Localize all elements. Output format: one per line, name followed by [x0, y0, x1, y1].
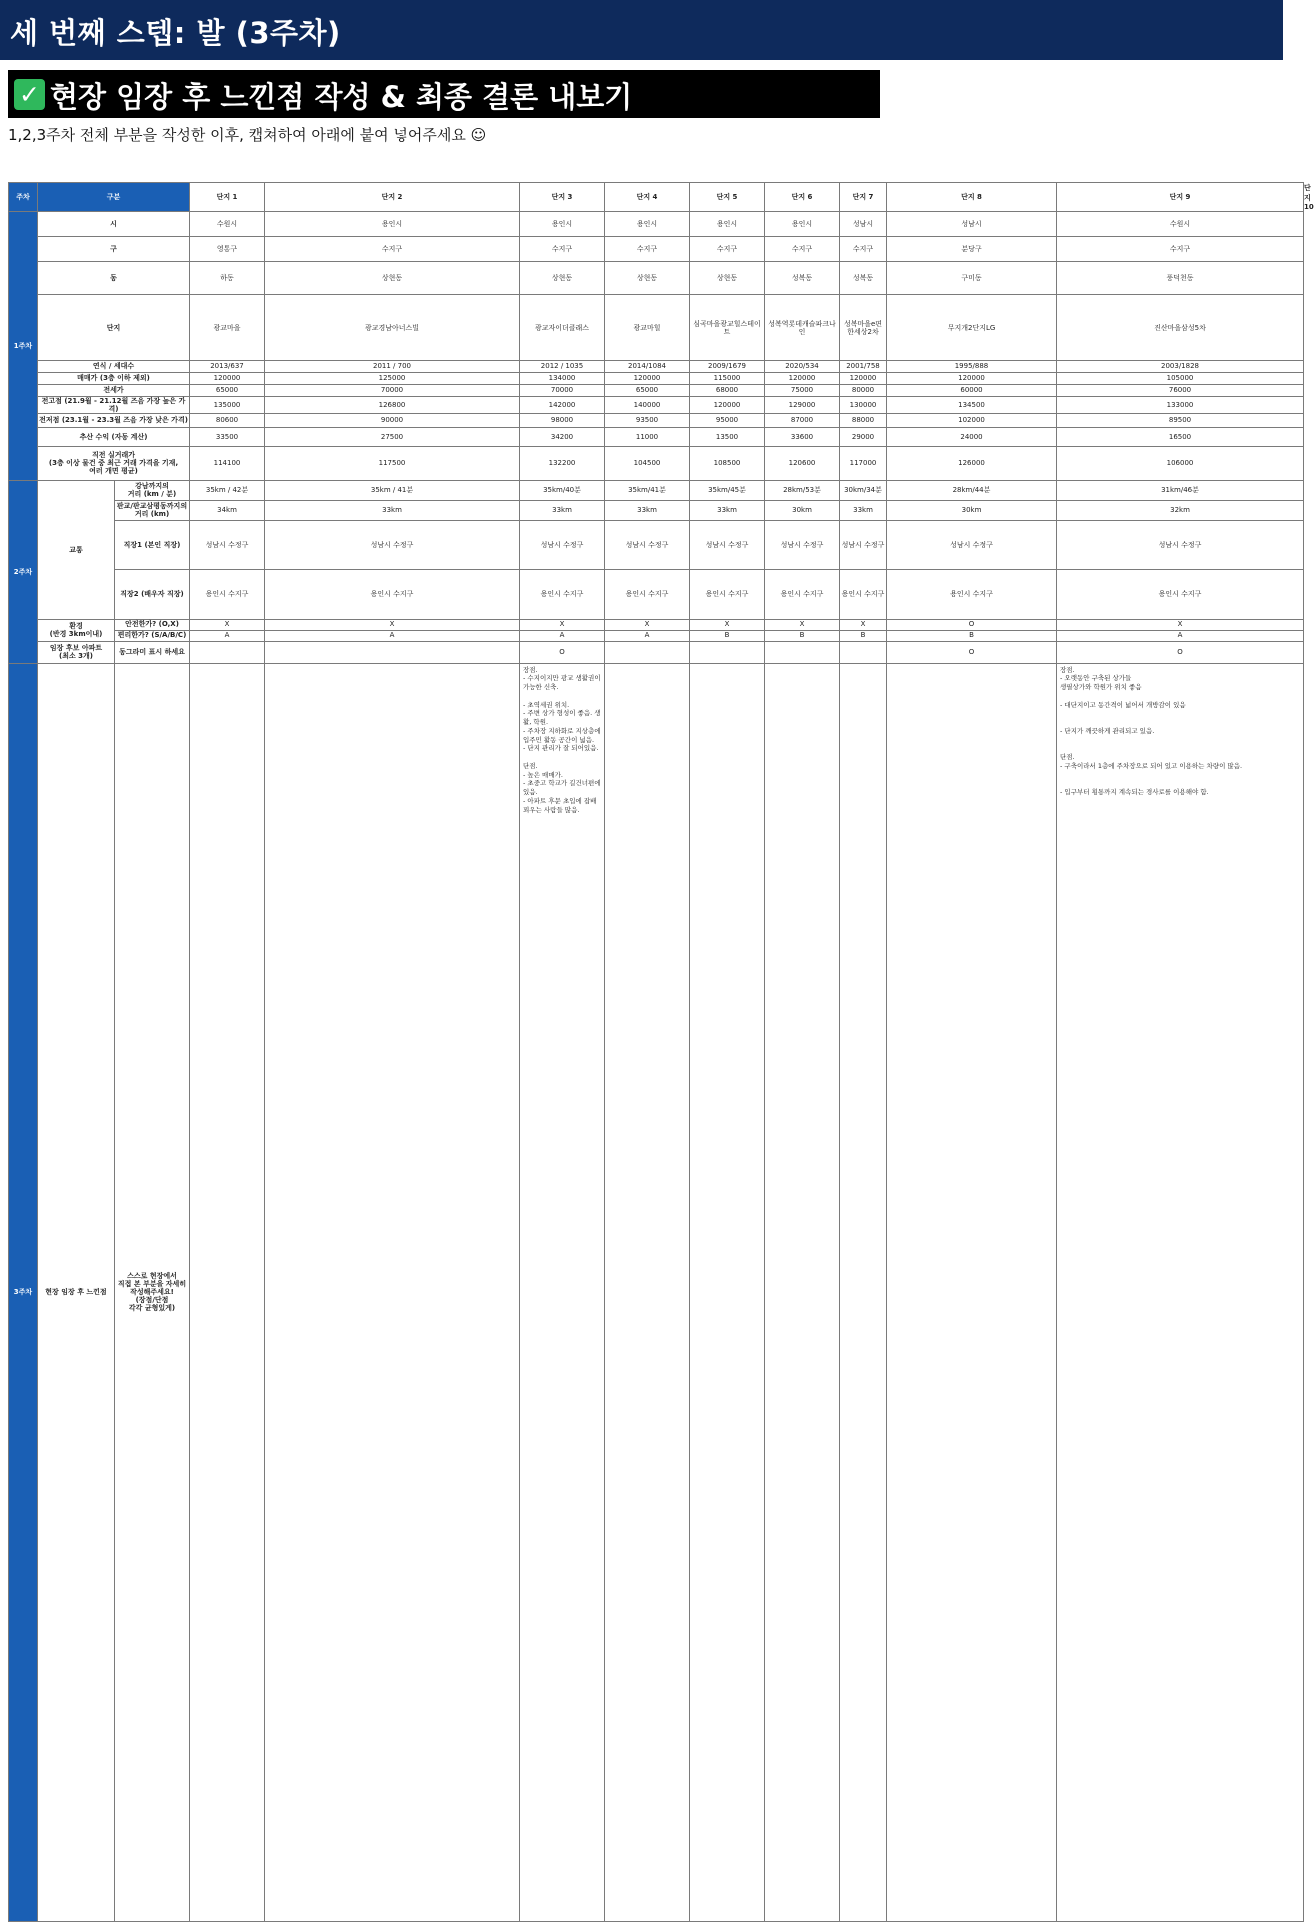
table-cell: 34km	[190, 500, 265, 520]
table-cell: 상현동	[690, 262, 765, 295]
row-label-cell: 시	[38, 212, 190, 237]
table-row	[9, 570, 1304, 619]
note-cell	[690, 663, 765, 1921]
section-title: 현장 임장 후 느낀점 작성 & 최종 결론 내보기	[50, 80, 633, 114]
table-cell: 115000	[690, 372, 765, 384]
week-label-cell: 2주차	[9, 480, 38, 663]
table-cell: O	[520, 641, 605, 663]
table-cell: 2012 / 1035	[520, 360, 605, 372]
table-header-row: 주차 구분 단지 1 단지 2 단지 3 단지 4 단지 5 단지 6 단지 7 단지 8 단지 9 단지10	[9, 183, 1304, 212]
table-cell: 108500	[690, 446, 765, 480]
table-cell: 하동	[190, 262, 265, 295]
table-cell: 120000	[605, 372, 690, 384]
table-cell: 87000	[765, 413, 840, 427]
table-cell: 무지개2단지LG	[887, 295, 1057, 360]
table-cell: 120000	[887, 372, 1057, 384]
prompt-cell: 스스로 현장에서 직접 본 부분을 자세히 작성해주세요! (장점/단점 각각 균형있게)	[115, 663, 190, 1921]
table-cell: B	[840, 630, 887, 641]
table-row	[9, 641, 1304, 663]
table-cell: 29000	[840, 427, 887, 446]
table-cell: 125000	[265, 372, 520, 384]
table-cell: 성복역롯데캐슬파크나인	[765, 295, 840, 360]
table-cell	[765, 641, 840, 663]
header-cell: 단지 7	[840, 183, 887, 212]
table-cell: 16500	[1057, 427, 1304, 446]
table-cell: 2020/534	[765, 360, 840, 372]
row-label-cell: 직전 실거래가 (3층 이상 물건 중 최근 거래 가격을 기재, 여러 개면 평균)	[38, 446, 190, 480]
table-cell: 2001/758	[840, 360, 887, 372]
group-label-cell: 환경 (반경 3km이내)	[38, 619, 115, 641]
table-cell: 70000	[265, 384, 520, 396]
table-cell: 2003/1828	[1057, 360, 1304, 372]
table-cell: 용인시	[690, 212, 765, 237]
instruction-text: 1,2,3주차 전체 부분을 작성한 이후, 캡쳐하여 아래에 붙여 넣어주세요 ☺	[8, 126, 487, 144]
table-cell: 성복동	[840, 262, 887, 295]
table-cell: 성남시 수정구	[190, 520, 265, 569]
table-cell: A	[605, 630, 690, 641]
table-cell: 30km	[887, 500, 1057, 520]
table-cell: 95000	[690, 413, 765, 427]
table-cell	[690, 641, 765, 663]
table-cell: 120000	[190, 372, 265, 384]
table-cell: 80000	[840, 384, 887, 396]
header-cell: 구분	[38, 183, 190, 212]
row-label-cell: 안전한가? (O,X)	[115, 619, 190, 630]
table-cell: 수원시	[1057, 212, 1304, 237]
row-label-cell: 전고점 (21.9월 - 21.12월 즈음 가장 높은 가격)	[38, 396, 190, 413]
table-cell: 134000	[520, 372, 605, 384]
week-label-cell: 1주차	[9, 212, 38, 481]
table-cell: X	[690, 619, 765, 630]
note-cell	[605, 663, 690, 1921]
table-cell: 성남시 수정구	[765, 520, 840, 569]
table-cell: 117000	[840, 446, 887, 480]
note-cell: 장점. - 수지이지만 광교 생활권이 가능한 신축. - 초역세권 위치. - 주변 상가 형성이 좋음. 생활, 학원. - 주차장 지하화로 지상층에 입주민 활동 공간이 넓음. - 단지 관리가 잘 되어있음. 단점. - 높은 매매가. - 초중고 학교가 길건너편에 있음. - 아파트 후문 초입에 잡배꾀우는 사람들 많음.	[520, 663, 605, 1921]
table-cell: 광교자이더클래스	[520, 295, 605, 360]
table-cell: 140000	[605, 396, 690, 413]
table-cell: A	[265, 630, 520, 641]
table-cell	[190, 641, 265, 663]
row-label-cell: 단지	[38, 295, 190, 360]
table-cell: 90000	[265, 413, 520, 427]
table-cell: 65000	[190, 384, 265, 396]
table-cell: 142000	[520, 396, 605, 413]
table-cell: A	[190, 630, 265, 641]
table-cell: 75000	[765, 384, 840, 396]
row-label-cell: 추산 수익 (자동 계산)	[38, 427, 190, 446]
table-cell: 88000	[840, 413, 887, 427]
note-cell	[765, 663, 840, 1921]
table-cell: 35km/40분	[520, 480, 605, 500]
apartment-table-container	[8, 182, 1314, 1313]
table-row	[9, 520, 1304, 569]
table-cell: 89500	[1057, 413, 1304, 427]
table-cell: X	[1057, 619, 1304, 630]
table-cell: 성남시 수정구	[887, 520, 1057, 569]
page-title: 세 번째 스텝: 발 (3주차)	[10, 16, 341, 50]
header-cell: 단지 6	[765, 183, 840, 212]
table-cell: 28km/53분	[765, 480, 840, 500]
table-row	[9, 446, 1304, 480]
table-cell: 132200	[520, 446, 605, 480]
table-cell: 65000	[605, 384, 690, 396]
table-cell: A	[520, 630, 605, 641]
table-row	[9, 295, 1304, 360]
table-cell: 33km	[265, 500, 520, 520]
table-cell: 33km	[690, 500, 765, 520]
table-cell: 용인시 수지구	[887, 570, 1057, 619]
table-cell: 98000	[520, 413, 605, 427]
table-cell: 용인시 수지구	[190, 570, 265, 619]
table-row	[9, 619, 1304, 630]
table-row	[9, 262, 1304, 295]
table-cell: 117500	[265, 446, 520, 480]
row-label-cell: 매매가 (3층 이하 제외)	[38, 372, 190, 384]
table-cell: 심곡마을광교힐스테이트	[690, 295, 765, 360]
table-cell: 용인시 수지구	[520, 570, 605, 619]
table-cell: 33500	[190, 427, 265, 446]
table-cell: 102000	[887, 413, 1057, 427]
table-cell: X	[765, 619, 840, 630]
table-cell: 수지구	[690, 237, 765, 262]
table-cell: 분당구	[887, 237, 1057, 262]
table-cell: 33600	[765, 427, 840, 446]
table-row	[9, 237, 1304, 262]
group-label-cell: 임장 후보 아파트 (최소 3개)	[38, 641, 115, 663]
table-cell: 성남시	[840, 212, 887, 237]
header-cell: 단지 2	[265, 183, 520, 212]
row-label-cell: 전세가	[38, 384, 190, 396]
table-cell: O	[1057, 641, 1304, 663]
table-cell: 33km	[605, 500, 690, 520]
table-cell: 27500	[265, 427, 520, 446]
table-cell: 용인시 수지구	[1057, 570, 1304, 619]
table-row	[9, 427, 1304, 446]
note-cell: 장점. - 오랫동안 구축된 상가들 생필상가와 학원가 위치 좋음 - 대단지이고 동간격이 넓어서 개방감이 있음 - 단지가 깨끗하게 관리되고 있음. 단점. - 구축이라서 1층에 주차장으로 되어 있고 이용하는 차량이 많음. - 입구부터 횡통까지 계속되는 경사로를 이용해야 함.	[1057, 663, 1304, 1921]
table-cell: 성남시 수정구	[265, 520, 520, 569]
table-cell: 129000	[765, 396, 840, 413]
table-cell: 영통구	[190, 237, 265, 262]
table-cell: 33km	[840, 500, 887, 520]
table-cell: 성남시	[887, 212, 1057, 237]
table-row	[9, 396, 1304, 413]
table-cell: 114100	[190, 446, 265, 480]
header-cell: 단지 3	[520, 183, 605, 212]
table-cell: O	[887, 619, 1057, 630]
row-label-cell: 연식 / 세대수	[38, 360, 190, 372]
table-cell: 성남시 수정구	[1057, 520, 1304, 569]
row-label-cell: 강남까지의 거리 (km / 분)	[115, 480, 190, 500]
table-cell: 용인시 수지구	[605, 570, 690, 619]
row-label-cell: 편리한가? (S/A/B/C)	[115, 630, 190, 641]
table-cell: 126000	[887, 446, 1057, 480]
table-cell: 68000	[690, 384, 765, 396]
table-cell: 2011 / 700	[265, 360, 520, 372]
table-cell: 용인시 수지구	[265, 570, 520, 619]
table-cell: 상현동	[520, 262, 605, 295]
table-cell: 11000	[605, 427, 690, 446]
week-label-cell: 3주차	[9, 663, 38, 1921]
header-cell: 단지 4	[605, 183, 690, 212]
table-cell: 133000	[1057, 396, 1304, 413]
table-cell: 134500	[887, 396, 1057, 413]
row-label-cell: 동그라미 표시 하세요	[115, 641, 190, 663]
table-cell: 수지구	[765, 237, 840, 262]
table-cell: 76000	[1057, 384, 1304, 396]
table-row	[9, 500, 1304, 520]
table-cell: 35km / 42분	[190, 480, 265, 500]
table-row	[9, 384, 1304, 396]
table-cell: 광교경남아너스빌	[265, 295, 520, 360]
table-cell: 용인시 수지구	[840, 570, 887, 619]
table-cell: 2014/1084	[605, 360, 690, 372]
table-cell: 126800	[265, 396, 520, 413]
table-cell: 13500	[690, 427, 765, 446]
table-cell: 수원시	[190, 212, 265, 237]
table-cell: 28km/44분	[887, 480, 1057, 500]
apartment-comparison-table	[8, 182, 1314, 1922]
table-body	[9, 212, 1304, 1922]
table-cell: 30km	[765, 500, 840, 520]
table-cell: 성남시 수정구	[690, 520, 765, 569]
table-cell: 용인시	[520, 212, 605, 237]
page-title-bar	[0, 0, 1283, 60]
table-cell: 용인시 수지구	[690, 570, 765, 619]
table-cell: X	[840, 619, 887, 630]
note-cell	[265, 663, 520, 1921]
section-title-bar	[8, 70, 880, 118]
row-label-cell: 판교/판교삼평동까지의 거리 (km)	[115, 500, 190, 520]
table-row	[9, 360, 1304, 372]
table-cell: 120000	[690, 396, 765, 413]
header-cell: 단지 1	[190, 183, 265, 212]
table-cell: 용인시 수지구	[765, 570, 840, 619]
table-cell	[265, 641, 520, 663]
table-cell: 32km	[1057, 500, 1304, 520]
table-cell: 31km/46분	[1057, 480, 1304, 500]
table-cell: 성복마을e편한세상2차	[840, 295, 887, 360]
header-cell: 단지 8	[887, 183, 1057, 212]
table-cell: 용인시	[605, 212, 690, 237]
table-cell: 수지구	[840, 237, 887, 262]
table-cell: 70000	[520, 384, 605, 396]
row-label-cell: 직장1 (본인 직장)	[115, 520, 190, 569]
table-cell: 용인시	[765, 212, 840, 237]
table-cell: 1995/888	[887, 360, 1057, 372]
table-cell: 93500	[605, 413, 690, 427]
table-cell: 35km/45분	[690, 480, 765, 500]
table-cell: B	[690, 630, 765, 641]
table-row	[9, 480, 1304, 500]
table-cell: 24000	[887, 427, 1057, 446]
table-cell: 성복동	[765, 262, 840, 295]
table-row	[9, 212, 1304, 237]
table-row	[9, 413, 1304, 427]
table-cell: 34200	[520, 427, 605, 446]
note-cell	[840, 663, 887, 1921]
table-row	[9, 663, 1304, 1921]
table-cell: 광교마힐	[605, 295, 690, 360]
table-cell: 30km/34분	[840, 480, 887, 500]
table-cell: 상현동	[605, 262, 690, 295]
table-cell: 135000	[190, 396, 265, 413]
row-label-cell: 구	[38, 237, 190, 262]
row-label-cell: 전저점 (23.1월 - 23.3월 즈음 가장 낮은 가격)	[38, 413, 190, 427]
table-cell: 성남시 수정구	[605, 520, 690, 569]
group-label-cell: 현장 임장 후 느낀점	[38, 663, 115, 1921]
table-cell: 80600	[190, 413, 265, 427]
table-cell: 진산마을삼성5차	[1057, 295, 1304, 360]
table-cell	[840, 641, 887, 663]
table-cell: 수지구	[605, 237, 690, 262]
table-cell: X	[265, 619, 520, 630]
header-cell: 단지 5	[690, 183, 765, 212]
table-cell: 105000	[1057, 372, 1304, 384]
table-cell: X	[520, 619, 605, 630]
table-cell: B	[765, 630, 840, 641]
header-cell: 주차	[9, 183, 38, 212]
table-cell: 120000	[840, 372, 887, 384]
table-cell: 2009/1679	[690, 360, 765, 372]
table-cell: 수지구	[265, 237, 520, 262]
table-cell: 수지구	[520, 237, 605, 262]
table-cell: 용인시	[265, 212, 520, 237]
table-cell: 130000	[840, 396, 887, 413]
table-cell: A	[1057, 630, 1304, 641]
table-cell: 120000	[765, 372, 840, 384]
note-cell	[887, 663, 1057, 1921]
table-cell: 성남시 수정구	[840, 520, 887, 569]
table-cell: O	[887, 641, 1057, 663]
table-cell: 수지구	[1057, 237, 1304, 262]
check-mark-icon: ✓	[14, 79, 45, 110]
table-cell: X	[190, 619, 265, 630]
table-cell: 성남시 수정구	[520, 520, 605, 569]
table-cell: 106000	[1057, 446, 1304, 480]
table-cell: 구미동	[887, 262, 1057, 295]
table-cell: 35km/41분	[605, 480, 690, 500]
table-row	[9, 372, 1304, 384]
table-cell: X	[605, 619, 690, 630]
table-cell: B	[887, 630, 1057, 641]
row-label-cell: 직장2 (배우자 직장)	[115, 570, 190, 619]
table-row	[9, 630, 1304, 641]
table-cell: 60000	[887, 384, 1057, 396]
note-cell	[190, 663, 265, 1921]
table-cell: 풍덕천동	[1057, 262, 1304, 295]
group-label-cell: 교통	[38, 480, 115, 619]
row-label-cell: 동	[38, 262, 190, 295]
table-cell: 33km	[520, 500, 605, 520]
table-cell: 상현동	[265, 262, 520, 295]
table-cell: 2013/637	[190, 360, 265, 372]
table-cell: 광교마을	[190, 295, 265, 360]
table-cell: 35km / 41분	[265, 480, 520, 500]
table-cell	[605, 641, 690, 663]
table-cell: 104500	[605, 446, 690, 480]
header-cell: 단지 9	[1057, 183, 1304, 212]
table-cell: 120600	[765, 446, 840, 480]
